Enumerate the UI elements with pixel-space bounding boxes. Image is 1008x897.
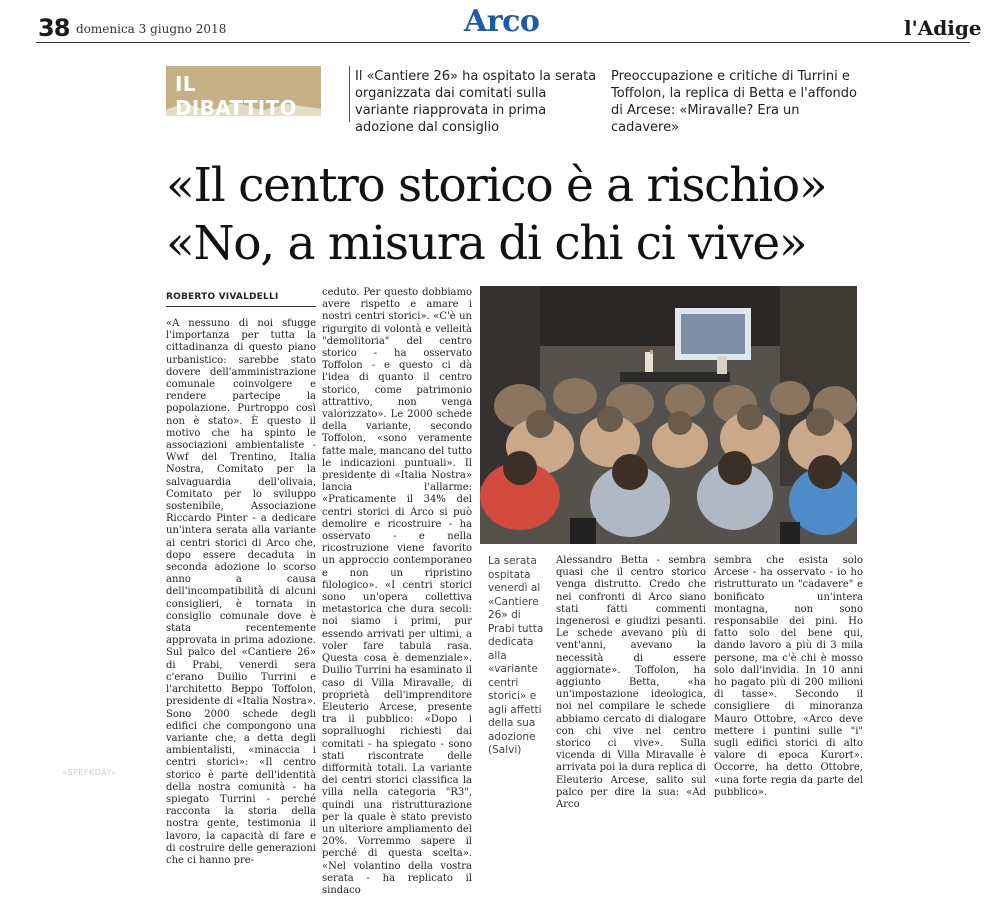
- photo-illustration: [480, 286, 857, 544]
- section-title: Arco: [464, 4, 540, 39]
- article-column-3: Alessandro Betta - sembra quasi che il centro storico venga distrutto. Credo che nei confronti di Arco siano stati fatti commenti ingenerosi e giudizi pesanti. Le schede avevano più di vent'anni, avevano la necessità di essere aggiornate». Toffolon, ha aggiunto Betta, «ha un'impostazione ideologica, noi nel compilare le schede abbiamo cercato di dialogare con chi vive nel centro storico ci vive». Sulla vicenda di Villa Miravalle è arrivata poi la dura replica di Eleuterio Arcese, salito sul palco per dire la sua: «Ad Arco: [556, 555, 706, 811]
- footer-watermark: «SPEFKDAY»: [62, 768, 117, 777]
- kicker-box: [166, 66, 321, 120]
- newspaper-logo: l'Adige: [904, 16, 982, 40]
- byline-rule: [166, 306, 316, 307]
- deck-divider: [349, 66, 350, 122]
- event-photo: [480, 286, 857, 544]
- article-column-2: ceduto. Per questo dobbiamo avere rispetto e amare i nostri centri storici». «C'è un rigurgito di volontà e velleità "demolitoria" del centro storico - ha osservato Toffolon - e questo ci dà l'idea di quanto il centro storico, come patrimonio attrattivo, non venga valorizzato». Le 2000 schede della variante, secondo Toffolon, «sono veramente fatte male, mancano del tutto le indicazioni puntuali». Il presidente di «Italia Nostra» lancia l'allarme: «Praticamente il 34% del centri storici di Arco si può demolire e ricostruire - ha osservato - e nella ricostruzione viene favorito un approccio contemporaneo e non un ripristino filologico». «I centri storici sono un'opera collettiva metastorica che dura secoli: noi siamo i primi, pur essendo arrivati per ultimi, a voler fare tabula rasa. Questa cosa è demenziale». Duilio Turrini ha esaminato il caso di Villa Miravalle, di proprietà dell'imprenditore Eleuterio Arcese, presente tra il pubblico: «Dopo i sopralluoghi richiesti dai comitati - ha spiegato - sono stati riscontrate delle difformità totali. La variante dei centri storici classifica la villa nella categoria "R3", quindi una ristrutturazione per la quale è stato previsto un ulteriore ampliamento del 20%. Vorremmo sapere il perché di questa scelta». «Nel volantino della vostra serata - ha replicato il sindaco: [322, 287, 473, 896]
- headline-line-2: «No, a misura di chi ci vive»: [166, 216, 807, 271]
- kicker-label: IL DIBATTITO: [175, 72, 297, 120]
- headline-line-1: «Il centro storico è a rischio»: [166, 158, 827, 213]
- article-column-4: sembra che esista solo Arcese - ha osservato - io ho ristrutturato un "cadavere" e bonificato un'intera montagna, non sono responsabile dei pini. Ho fatto solo del bene qui, dando lavoro a più di 3 mila persone, ma c'è chi è mosso solo dall'invidia. In 10 anni ho pagato più di 200 milioni di tasse». Secondo il consigliere di minoranza Mauro Ottobre, «Arco deve mettere i puntini sulle "i" sugli edifici storici di alto valore di epoca Kurort». Occorre, ha detto Ottobre, «una forte regia da parte del pubblico».: [714, 555, 863, 798]
- deck-left: Il «Cantiere 26» ha ospitato la serata organizzata dai comitati sulla variante riapprovata in prima adozione dal consiglio: [355, 69, 597, 135]
- page-number: 38: [38, 14, 70, 42]
- photo-caption: La serata ospitata venerdì al «Cantiere 26» di Prabi tutta dedicata alla «variante centri storici» e agli affetti della sua adozione (Salvi): [488, 555, 544, 756]
- byline: ROBERTO VIVALDELLI: [166, 292, 279, 302]
- publication-date: domenica 3 giugno 2018: [76, 22, 227, 36]
- article-column-1: «A nessuno di noi sfugge l'importanza per tutta la cittadinanza di questo piano urbanistico: sarebbe stato dovere dell'amministrazione comunale coinvolgere e rendere partecipe la popolazione. Purtroppo così non è stato». È questo il motivo che ha spinto le associazioni ambientaliste - Wwf del Trentino, Italia Nostra, Comitato per la salvaguardia dell'olivaia, Comitato per lo sviluppo sostenibile, Associazione Riccardo Pinter - a dedicare un'intera serata alla variante ai centri storici di Arco che, dopo essere decaduta in seconda adozione lo scorso anno a causa dell'incompatibilità di alcuni consiglieri, è tornata in consiglio comunale dove è stata recentemente approvata in prima adozione. Sul palco del «Cantiere 26» di Prabi, venerdì sera c'erano Duilio Turrini e l'architetto Beppo Toffolon, presidente di «Italia Nostra». Sono 2000 schede degli edifici che compongono una variante che, a detta degli ambientalisti, «minaccia i centri storici»: «Il centro storico è parte dell'identità della nostra comunità - ha spiegato Turrini - perché racconta la storia della nostra gente, testimonia il lavoro, la capacità di fare e di costruire delle generazioni che ci hanno pre-: [166, 318, 316, 866]
- deck-right: Preoccupazione e critiche di Turrini e Toffolon, la replica di Betta e l'affondo di Arcese: «Miravalle? Era un cadavere»: [611, 69, 857, 135]
- header-rule: [36, 42, 970, 43]
